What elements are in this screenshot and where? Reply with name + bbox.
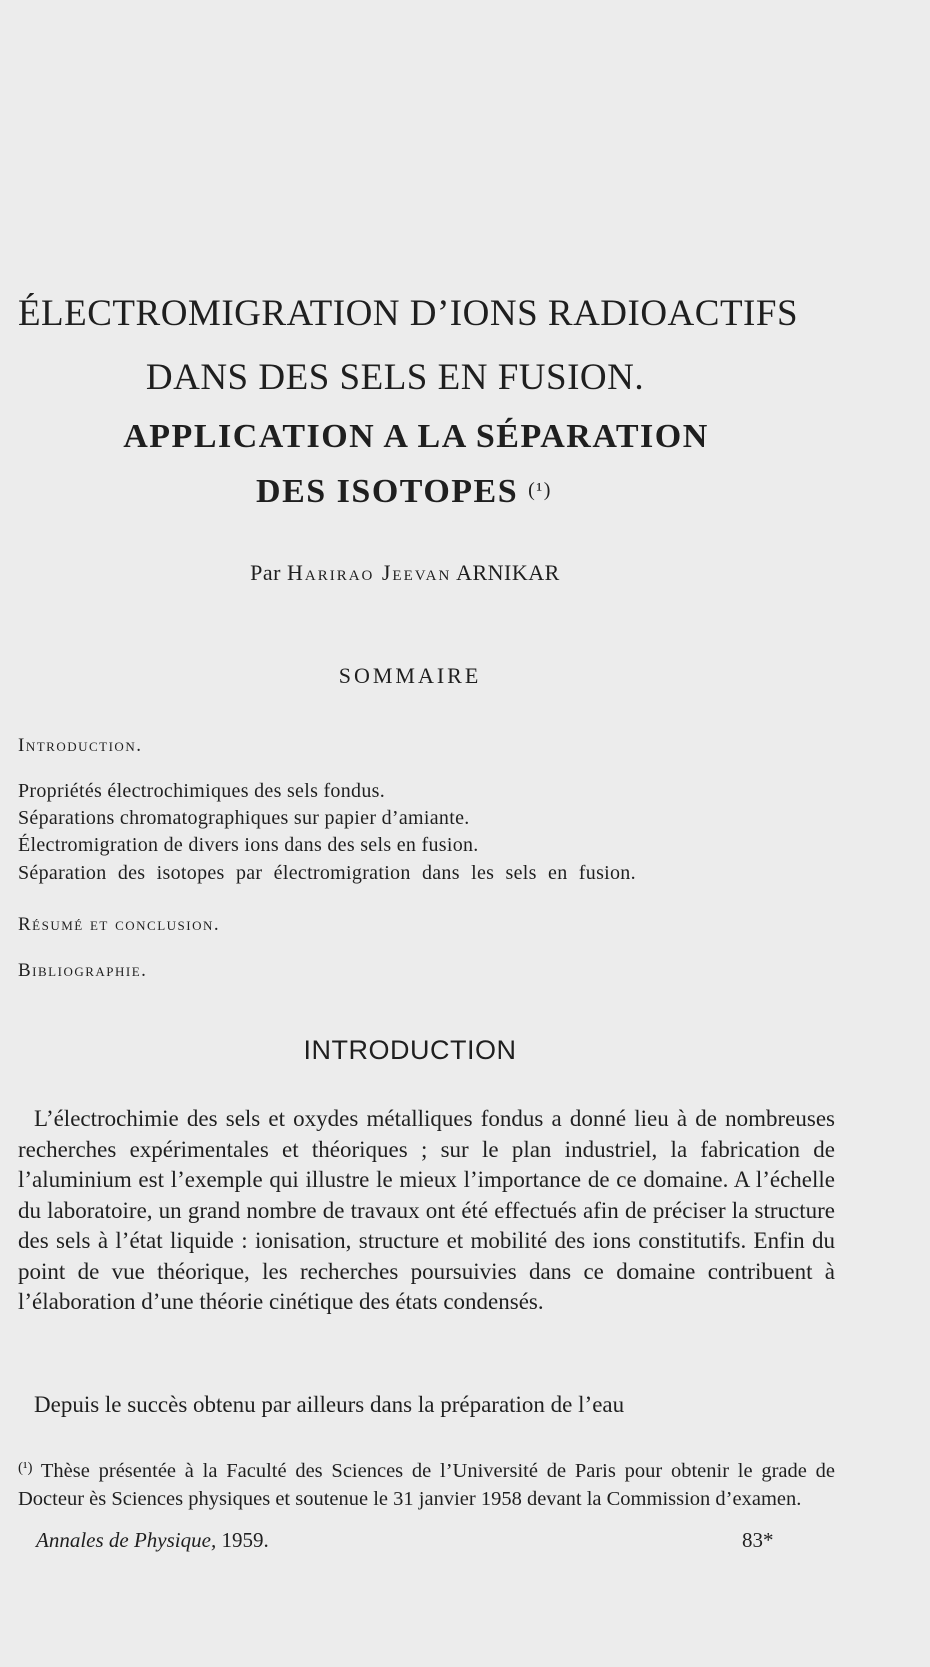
footnote-text: Thèse présentée à la Faculté des Sciences de l’Université de Paris pour obtenir le grade de Docteur ès Sciences physiques et soutenue le 31 janvier 1958 devant la Commission d’examen. [18, 1460, 835, 1510]
toc-item-separation-isotopes: Séparation des isotopes par électromigration dans les sels en fusion. [18, 862, 636, 884]
title-footnote-mark: (¹) [528, 479, 552, 501]
page-number: 83* [742, 1528, 774, 1552]
author-given-names: Harirao Jeevan [286, 560, 452, 585]
toc-item-bibliographie: Bibliographie. [18, 960, 148, 981]
footnote-mark: (¹) [18, 1460, 33, 1476]
title-line-4 [0, 473, 808, 511]
title-line-4-text: DES ISOTOPES [256, 473, 519, 510]
author-prefix: Par [250, 560, 281, 585]
title-line-2: DANS DES SELS EN FUSION. [145, 357, 645, 398]
toc-item-separations-chromatographiques: Séparations chromatographiques sur papier d’amiante. [18, 807, 470, 829]
title-line-3: APPLICATION A LA SÉPARATION [123, 418, 709, 455]
sommaire-heading: SOMMAIRE [338, 663, 482, 688]
journal-name: Annales de Physique, [36, 1528, 217, 1552]
toc-item-introduction: Introduction. [18, 735, 143, 756]
toc-item-resume: Résumé et conclusion. [18, 914, 221, 935]
journal-year: 1959. [221, 1528, 269, 1552]
section-heading-introduction: INTRODUCTION [303, 1035, 517, 1065]
paragraph-1: L’électrochimie des sels et oxydes métalliques fondus a donné lieu à de nombreuses recherches expérimentales et théoriques ; sur le plan industriel, la fabrication de l’aluminium est l’exemple qui illustre le mieux l’importance de ce domaine. A l’échelle du laboratoire, un grand nombre de travaux ont été effectués afin de préciser la structure des sels à l’état liquide : ionisation, structure et mobilité des ions constitutifs. Enfin du point de vue théorique, les recherches poursuivies dans ce domaine contribuent à l’élaboration d’une théorie cinétique des états condensés. [18, 1106, 835, 1314]
footnote [18, 1455, 835, 1513]
paragraph-2: Depuis le succès obtenu par ailleurs dans la préparation de l’eau [34, 1392, 625, 1417]
running-footer [36, 1528, 269, 1553]
toc-item-proprietes: Propriétés électrochimiques des sels fondus. [18, 780, 386, 802]
title-line-1: ÉLECTROMIGRATION D’IONS RADIOACTIFS [17, 293, 799, 334]
author-line [0, 560, 810, 586]
author-surname: ARNIKAR [456, 560, 560, 585]
toc-item-electromigration: Électromigration de divers ions dans des sels en fusion. [18, 834, 479, 856]
